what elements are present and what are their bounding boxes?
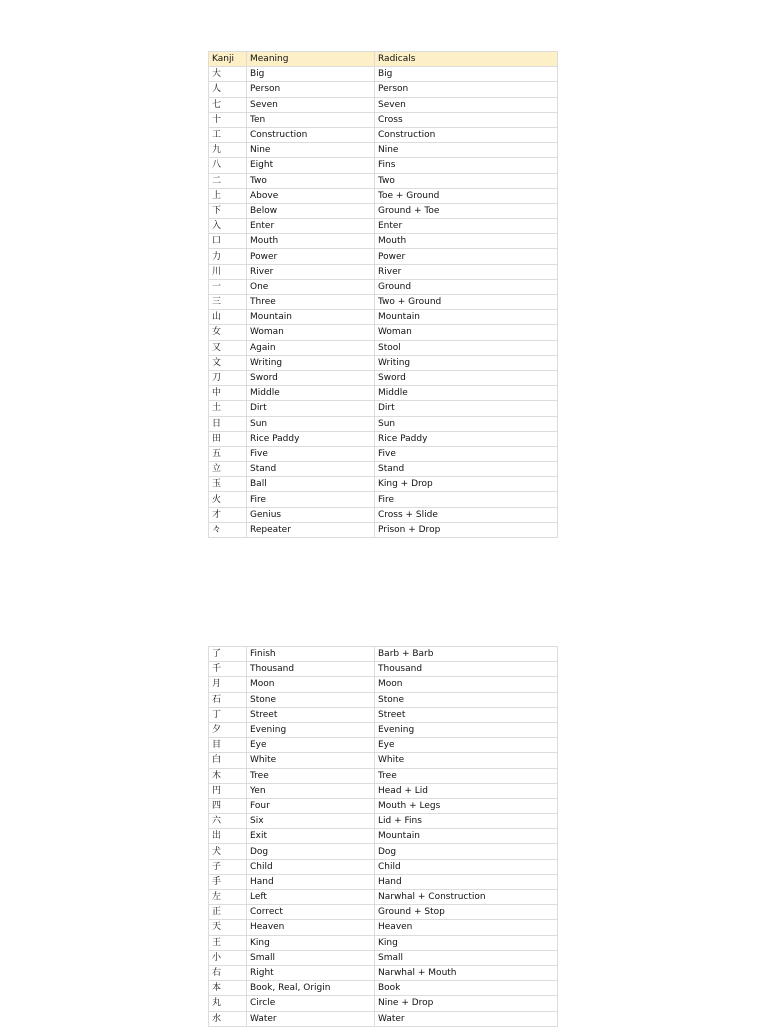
table-row	[209, 647, 558, 662]
table-row	[209, 249, 558, 264]
table-row	[209, 370, 558, 385]
radicals-cell: Hand	[375, 874, 558, 889]
table-row	[209, 477, 558, 492]
table-row	[209, 920, 558, 935]
table-row	[209, 386, 558, 401]
meaning-cell: Six	[247, 814, 375, 829]
meaning-cell: Mouth	[247, 234, 375, 249]
kanji-cell: 月	[209, 677, 247, 692]
kanji-cell: 目	[209, 738, 247, 753]
table-row	[209, 798, 558, 813]
kanji-cell: 女	[209, 325, 247, 340]
meaning-cell: Woman	[247, 325, 375, 340]
radicals-cell: Construction	[375, 127, 558, 142]
table-row	[209, 996, 558, 1011]
table-row	[209, 950, 558, 965]
radicals-cell: King + Drop	[375, 477, 558, 492]
kanji-cell: 手	[209, 874, 247, 889]
kanji-cell: 左	[209, 890, 247, 905]
radicals-cell: Fins	[375, 158, 558, 173]
table-row	[209, 158, 558, 173]
table-row	[209, 738, 558, 753]
meaning-cell: Child	[247, 859, 375, 874]
meaning-cell: Middle	[247, 386, 375, 401]
radicals-cell: Fire	[375, 492, 558, 507]
kanji-cell: 円	[209, 783, 247, 798]
meaning-cell: Five	[247, 446, 375, 461]
meaning-cell: Writing	[247, 355, 375, 370]
radicals-cell: Book	[375, 981, 558, 996]
table-row	[209, 462, 558, 477]
radicals-cell: Sun	[375, 416, 558, 431]
kanji-cell: 小	[209, 950, 247, 965]
radicals-cell: Nine	[375, 143, 558, 158]
radicals-cell: Eye	[375, 738, 558, 753]
radicals-cell: Sword	[375, 370, 558, 385]
kanji-cell: 木	[209, 768, 247, 783]
table-row	[209, 768, 558, 783]
meaning-cell: Water	[247, 1011, 375, 1026]
radicals-cell: Dirt	[375, 401, 558, 416]
radicals-cell: King	[375, 935, 558, 950]
table-row	[209, 844, 558, 859]
table-row	[209, 874, 558, 889]
table-row	[209, 355, 558, 370]
kanji-cell: 七	[209, 97, 247, 112]
meaning-cell: Genius	[247, 507, 375, 522]
meaning-cell: Above	[247, 188, 375, 203]
kanji-cell: 玉	[209, 477, 247, 492]
kanji-cell: 子	[209, 859, 247, 874]
radicals-cell: Woman	[375, 325, 558, 340]
table-row	[209, 67, 558, 82]
table-row	[209, 492, 558, 507]
meaning-cell: Stone	[247, 692, 375, 707]
meaning-cell: Person	[247, 82, 375, 97]
table-row	[209, 97, 558, 112]
kanji-cell: 口	[209, 234, 247, 249]
meaning-cell: Thousand	[247, 662, 375, 677]
meaning-cell: Power	[247, 249, 375, 264]
kanji-cell: 了	[209, 647, 247, 662]
radicals-cell: Writing	[375, 355, 558, 370]
meaning-cell: Rice Paddy	[247, 431, 375, 446]
radicals-cell: White	[375, 753, 558, 768]
kanji-cell: 夕	[209, 722, 247, 737]
radicals-cell: Enter	[375, 219, 558, 234]
radicals-cell: Prison + Drop	[375, 522, 558, 537]
kanji-cell: 下	[209, 203, 247, 218]
table-row	[209, 340, 558, 355]
meaning-cell: Fire	[247, 492, 375, 507]
kanji-cell: 刀	[209, 370, 247, 385]
table-row	[209, 981, 558, 996]
kanji-cell: 立	[209, 462, 247, 477]
meaning-cell: Small	[247, 950, 375, 965]
kanji-cell: 工	[209, 127, 247, 142]
meaning-cell: Nine	[247, 143, 375, 158]
meaning-cell: Heaven	[247, 920, 375, 935]
radicals-cell: Mouth + Legs	[375, 798, 558, 813]
table-row	[209, 203, 558, 218]
table-row	[209, 264, 558, 279]
kanji-cell: 右	[209, 965, 247, 980]
kanji-cell: 又	[209, 340, 247, 355]
radicals-cell: Cross + Slide	[375, 507, 558, 522]
kanji-cell: 日	[209, 416, 247, 431]
table-row	[209, 692, 558, 707]
kanji-cell: 火	[209, 492, 247, 507]
radicals-cell: Ground + Stop	[375, 905, 558, 920]
table-row	[209, 935, 558, 950]
kanji-cell: 五	[209, 446, 247, 461]
meaning-cell: Dog	[247, 844, 375, 859]
kanji-cell: 正	[209, 905, 247, 920]
radicals-cell: Lid + Fins	[375, 814, 558, 829]
table-row	[209, 416, 558, 431]
kanji-cell: 十	[209, 112, 247, 127]
radicals-cell: Tree	[375, 768, 558, 783]
kanji-cell: 千	[209, 662, 247, 677]
radicals-cell: Stand	[375, 462, 558, 477]
meaning-cell: Big	[247, 67, 375, 82]
radicals-cell: Head + Lid	[375, 783, 558, 798]
kanji-cell: 文	[209, 355, 247, 370]
header-kanji: Kanji	[209, 52, 247, 67]
radicals-cell: Rice Paddy	[375, 431, 558, 446]
kanji-table-2	[208, 646, 558, 1027]
kanji-cell: 丸	[209, 996, 247, 1011]
table-row	[209, 234, 558, 249]
meaning-cell: Dirt	[247, 401, 375, 416]
meaning-cell: Exit	[247, 829, 375, 844]
header-radicals: Radicals	[375, 52, 558, 67]
meaning-cell: Seven	[247, 97, 375, 112]
kanji-cell: 八	[209, 158, 247, 173]
table-row	[209, 507, 558, 522]
table-row	[209, 431, 558, 446]
table-row	[209, 890, 558, 905]
header-meaning: Meaning	[247, 52, 375, 67]
kanji-cell: 土	[209, 401, 247, 416]
meaning-cell: Stand	[247, 462, 375, 477]
kanji-cell: 出	[209, 829, 247, 844]
kanji-cell: 上	[209, 188, 247, 203]
meaning-cell: King	[247, 935, 375, 950]
radicals-cell: Mountain	[375, 829, 558, 844]
table-row	[209, 753, 558, 768]
meaning-cell: Eye	[247, 738, 375, 753]
table-row	[209, 662, 558, 677]
meaning-cell: Hand	[247, 874, 375, 889]
table-row	[209, 677, 558, 692]
meaning-cell: Finish	[247, 647, 375, 662]
table-row	[209, 829, 558, 844]
kanji-cell: 丁	[209, 707, 247, 722]
radicals-cell: Mouth	[375, 234, 558, 249]
kanji-cell: 山	[209, 310, 247, 325]
kanji-cell: 川	[209, 264, 247, 279]
table-row	[209, 112, 558, 127]
radicals-cell: Narwhal + Mouth	[375, 965, 558, 980]
kanji-cell: 三	[209, 295, 247, 310]
kanji-cell: 王	[209, 935, 247, 950]
table-row	[209, 143, 558, 158]
kanji-cell: 天	[209, 920, 247, 935]
meaning-cell: Right	[247, 965, 375, 980]
radicals-cell: Narwhal + Construction	[375, 890, 558, 905]
kanji-cell: 石	[209, 692, 247, 707]
table-row	[209, 401, 558, 416]
table-row	[209, 446, 558, 461]
meaning-cell: Circle	[247, 996, 375, 1011]
kanji-cell: 犬	[209, 844, 247, 859]
meaning-cell: Ten	[247, 112, 375, 127]
kanji-cell: 九	[209, 143, 247, 158]
radicals-cell: Heaven	[375, 920, 558, 935]
meaning-cell: One	[247, 279, 375, 294]
meaning-cell: Moon	[247, 677, 375, 692]
kanji-cell: 中	[209, 386, 247, 401]
header-row	[209, 52, 558, 67]
radicals-cell: Person	[375, 82, 558, 97]
table-row	[209, 188, 558, 203]
meaning-cell: Below	[247, 203, 375, 218]
radicals-cell: Barb + Barb	[375, 647, 558, 662]
table-row	[209, 783, 558, 798]
kanji-cell: 二	[209, 173, 247, 188]
table-row	[209, 859, 558, 874]
meaning-cell: Evening	[247, 722, 375, 737]
meaning-cell: Sun	[247, 416, 375, 431]
kanji-cell: 力	[209, 249, 247, 264]
radicals-cell: Middle	[375, 386, 558, 401]
radicals-cell: Cross	[375, 112, 558, 127]
radicals-cell: Ground + Toe	[375, 203, 558, 218]
meaning-cell: Four	[247, 798, 375, 813]
meaning-cell: Book, Real, Origin	[247, 981, 375, 996]
kanji-cell: 大	[209, 67, 247, 82]
kanji-table-1	[208, 51, 558, 538]
radicals-cell: Stone	[375, 692, 558, 707]
radicals-cell: Thousand	[375, 662, 558, 677]
radicals-cell: Water	[375, 1011, 558, 1026]
table-row	[209, 905, 558, 920]
radicals-cell: Stool	[375, 340, 558, 355]
radicals-cell: Five	[375, 446, 558, 461]
table-row	[209, 965, 558, 980]
radicals-cell: Toe + Ground	[375, 188, 558, 203]
kanji-cell: 白	[209, 753, 247, 768]
table-row	[209, 295, 558, 310]
table-row	[209, 325, 558, 340]
meaning-cell: Two	[247, 173, 375, 188]
meaning-cell: Street	[247, 707, 375, 722]
meaning-cell: Mountain	[247, 310, 375, 325]
meaning-cell: Again	[247, 340, 375, 355]
radicals-cell: River	[375, 264, 558, 279]
kanji-cell: 才	[209, 507, 247, 522]
radicals-cell: Nine + Drop	[375, 996, 558, 1011]
radicals-cell: Power	[375, 249, 558, 264]
radicals-cell: Two	[375, 173, 558, 188]
table-row	[209, 219, 558, 234]
table-row	[209, 707, 558, 722]
meaning-cell: Correct	[247, 905, 375, 920]
radicals-cell: Big	[375, 67, 558, 82]
radicals-cell: Evening	[375, 722, 558, 737]
table-row	[209, 173, 558, 188]
kanji-cell: 本	[209, 981, 247, 996]
meaning-cell: White	[247, 753, 375, 768]
meaning-cell: Construction	[247, 127, 375, 142]
radicals-cell: Two + Ground	[375, 295, 558, 310]
table-row	[209, 310, 558, 325]
kanji-cell: 人	[209, 82, 247, 97]
table-row	[209, 722, 558, 737]
radicals-cell: Ground	[375, 279, 558, 294]
kanji-cell: 一	[209, 279, 247, 294]
kanji-cell: 水	[209, 1011, 247, 1026]
kanji-cell: 入	[209, 219, 247, 234]
table-row	[209, 82, 558, 97]
radicals-cell: Street	[375, 707, 558, 722]
radicals-cell: Child	[375, 859, 558, 874]
meaning-cell: Ball	[247, 477, 375, 492]
meaning-cell: Three	[247, 295, 375, 310]
meaning-cell: Eight	[247, 158, 375, 173]
meaning-cell: Left	[247, 890, 375, 905]
meaning-cell: Yen	[247, 783, 375, 798]
radicals-cell: Mountain	[375, 310, 558, 325]
table-row	[209, 522, 558, 537]
table-row	[209, 814, 558, 829]
kanji-cell: 六	[209, 814, 247, 829]
radicals-cell: Moon	[375, 677, 558, 692]
meaning-cell: Tree	[247, 768, 375, 783]
radicals-cell: Small	[375, 950, 558, 965]
meaning-cell: River	[247, 264, 375, 279]
meaning-cell: Sword	[247, 370, 375, 385]
meaning-cell: Enter	[247, 219, 375, 234]
radicals-cell: Seven	[375, 97, 558, 112]
table-row	[209, 127, 558, 142]
kanji-cell: 四	[209, 798, 247, 813]
meaning-cell: Repeater	[247, 522, 375, 537]
kanji-cell: 田	[209, 431, 247, 446]
kanji-cell: 々	[209, 522, 247, 537]
table-row	[209, 279, 558, 294]
radicals-cell: Dog	[375, 844, 558, 859]
